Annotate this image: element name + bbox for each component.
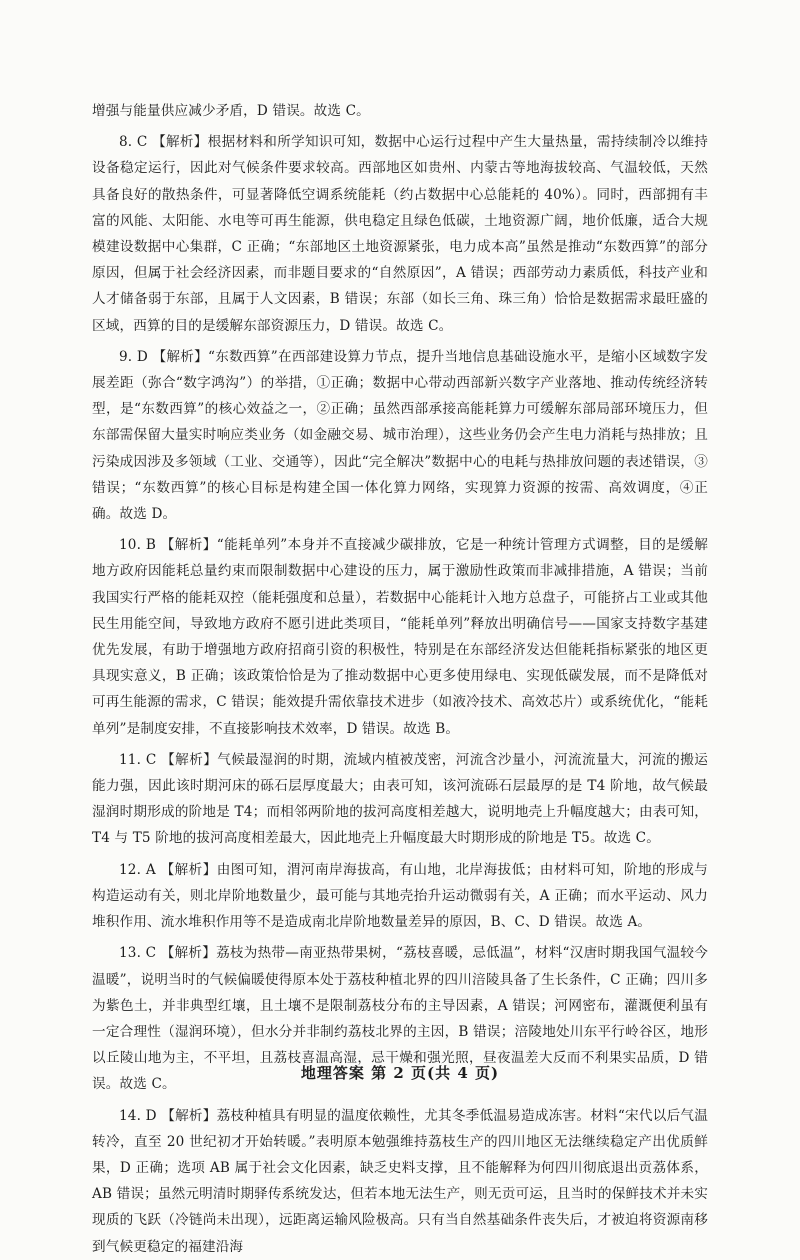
page-footer: 地理答案 第 2 页(共 4 页) xyxy=(300,1064,500,1082)
answer-14-paragraph: 14. D 【解析】荔枝种植具有明显的温度依赖性，尤其冬季低温易造成冻害。材料“宋代以后气温转冷，直至 20 世纪初才开始转暖。”表明原本勉强维持荔枝生产的四川地区无法继续稳定产出优质鲜果，D 正确；选项 AB 属于社会文化因素，缺乏史料支撑，且不能解释为何四川彻底退出贡荔体系，AB 错误；虽然元明清时期驿传系统发达，但若本地无法生产，则无贡可运，且当时的保鲜技术并未实现质的飞跃（冷链尚未出现），远距离运输风险极高。只有当自然基础条件丧失后，才被迫将资源南移到气候更稳定的福建沿海 xyxy=(92,1107,708,1255)
answer-8-paragraph: 8. C 【解析】根据材料和所学知识可知，数据中心运行过程中产生大量热量，需持续制冷以维持设备稳定运行，因此对气候条件要求较高。西部地区如贵州、内蒙古等地海拔较高、气温较低，天然具备良好的散热条件，可显著降低空调系统能耗（约占数据中心总能耗的 40%）。同时，西部拥有丰富的风能、太阳能、水电等可再生能源，供电稳定且绿色低碳，土地资源广阔，地价低廉，适合大规模建设数据中心集群，C 正确；“东部地区土地资源紧张，电力成本高”虽然是推动“东数西算”的部分原因，但属于社会经济因素，而非题目要求的“自然原因”，A 错误；西部劳动力素质低，科技产业和人才储备弱于东部，且属于人文因素，B 错误；东部（如长三角、珠三角）恰恰是数据需求最旺盛的区域，西算的目的是缓解东部资源压力，D 错误。故选 C。 xyxy=(92,134,708,334)
answer-13-paragraph: 13. C 【解析】荔枝为热带—南亚热带果树，“荔枝喜暖，忌低温”，材料“汉唐时期我国气温较今温暖”，说明当时的气候偏暖使得原本处于荔枝种植北界的四川涪陵具备了生长条件，C 正确；四川多为紫色土，并非典型红壤，且土壤不是限制荔枝分布的主导因素，A 错误；河网密布，灌溉便利虽有一定合理性（湿润环境），但水分并非制约荔枝北界的主因，B 错误；涪陵地处川东平行岭谷区，地形以丘陵山地为主，不平坦，且荔枝喜温高湿，忌干燥和强光照，昼夜温差大反而不利果实品质，D 错误。故选 C。 xyxy=(92,945,708,1093)
answer-10-paragraph: 10. B 【解析】“能耗单列”本身并不直接减少碳排放，它是一种统计管理方式调整，目的是缓解地方政府因能耗总量约束而限制数据中心建设的压力，属于激励性政策而非减排措施，A 错误；当前我国实行严格的能耗双控（能耗强度和总量），若数据中心能耗计入地方总盘子，可能挤占工业或其他民生用能空间，导致地方政府不愿引进此类项目，“能耗单列”释放出明确信号——国家支持数字基建优先发展，有助于增强地方政府招商引资的积极性，特别是在东部经济发达但能耗指标紧张的地区更具现实意义，B 正确；该政策恰恰是为了推动数据中心更多使用绿电、实现低碳发展，而不是降低对可再生能源的需求，C 错误；能效提升需依靠技术进步（如液冷技术、高效芯片）或系统优化，“能耗单列”是制度安排，不直接影响技术效率，D 错误。故选 B。 xyxy=(92,537,708,737)
paragraph-continuation: 增强与能量供应减少矛盾，D 错误。故选 C。 xyxy=(92,103,370,119)
answer-11-paragraph: 11. C 【解析】气候最湿润的时期，流域内植被茂密，河流含沙量小，河流流量大，河流的搬运能力强，因此该时期河床的砾石层厚度最大；由表可知，该河流砾石层最厚的是 T4 阶地，故气候最湿润时期形成的阶地是 T4；而相邻两阶地的拔河高度相差越大，说明地壳上升幅度越大；由表可知，T4 与 T5 阶地的拔河高度相差最大，因此地壳上升幅度最大时期形成的阶地是 T5。故选 C。 xyxy=(92,751,708,847)
answer-12-paragraph: 12. A 【解析】由图可知，渭河南岸海拔高，有山地，北岸海拔低；由材料可知，阶地的形成与构造运动有关，则北岸阶地数量少，最可能与其地壳抬升运动微弱有关，A 正确；而水平运动、风力堆积作用、流水堆积作用等不是造成南北岸阶地数量差异的原因，B、C、D 错误。故选 A。 xyxy=(92,861,708,931)
answer-9-paragraph: 9. D 【解析】“东数西算”在西部建设算力节点，提升当地信息基础设施水平，是缩小区域数字发展差距（弥合“数字鸿沟”）的举措，①正确；数据中心带动西部新兴数字产业落地、推动传统经济转型，是“东数西算”的核心效益之一，②正确；虽然西部承接高能耗算力可缓解东部局部环境压力，但东部需保留大量实时响应类业务（如金融交易、城市治理），这些业务仍会产生电力消耗与热排放；且污染成因涉及多领域（工业、交通等），因此“完全解决”数据中心的电耗与热排放问题的表述错误，③错误；“东数西算”的核心目标是构建全国一体化算力网络，实现算力资源的按需、高效调度，④正确。故选 D。 xyxy=(92,348,708,523)
